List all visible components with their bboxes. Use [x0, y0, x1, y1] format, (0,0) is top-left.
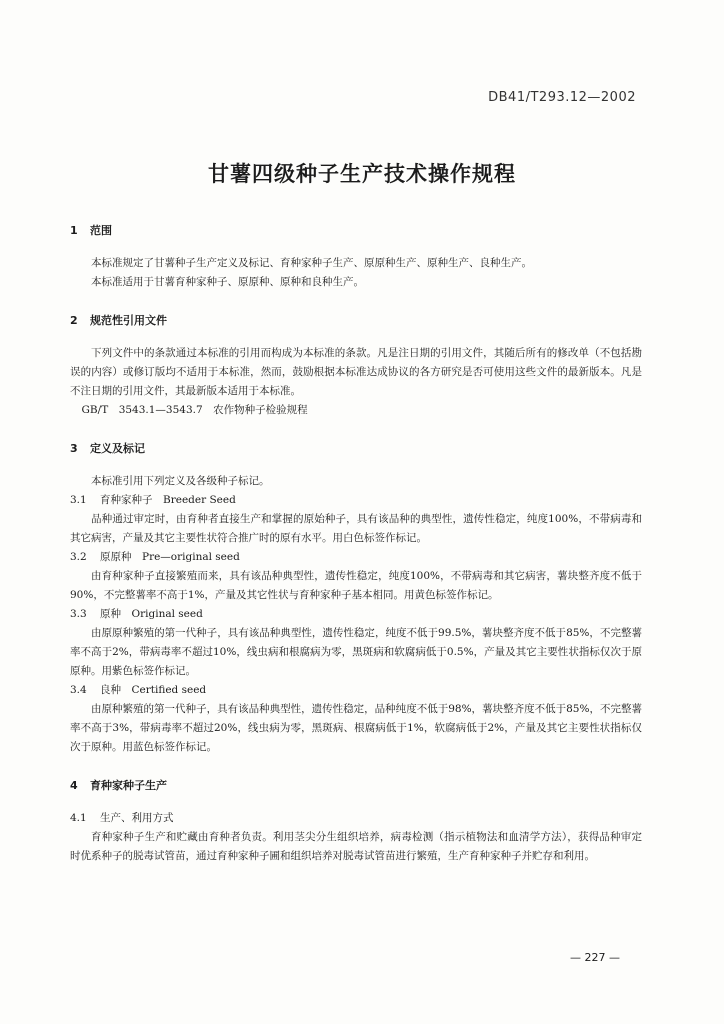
subsection-heading: 4.1 生产、利用方式 [70, 812, 174, 824]
page-number: — 227 — [570, 951, 620, 964]
reference-line: GB/T 3543.1—3543.7 农作物种子检验规程 [81, 404, 308, 416]
section-title: 育种家种子生产 [90, 779, 167, 792]
definition-text: 品种通过审定时，由育种者直接生产和掌握的原始种子，具有该品种的典型性，遗传性稳定，纯度100%，不带病毒和其它病害，产量及其它主要性状符合推广时的原有水平。用白色标签作标记。 [70, 513, 642, 544]
paragraph: 下列文件中的条款通过本标准的引用而构成为本标准的条款。凡是注日期的引用文件，其随后所有的修改单（不包括勘误的内容）或修订版均不适用于本标准，然而，鼓励根据本标准达成协议的各方研究是否可使用这些文件的最新版本。凡是不注日期的引用文件，其最新版本适用于本标准。 [70, 347, 642, 397]
section-1-heading [70, 222, 642, 238]
paragraph: 本标准规定了甘薯种子生产定义及标记、育种家种子生产、原原种生产、原种生产、良种生产。 [91, 257, 532, 269]
definition-text: 由原原种繁殖的第一代种子，具有该品种典型性，遗传性稳定，纯度不低于99.5%，薯块整齐度不低于85%，不完整薯率不高于2%，带病毒率不超过10%，线虫病和根腐病为零，黑斑病和软腐病低于0.5%，产量及其它主要性状指标仅次于原原种。用紫色标签作标记。 [70, 627, 642, 677]
document-title: 甘薯四级种子生产技术操作规程 [208, 161, 516, 186]
section-title: 规范性引用文件 [90, 314, 167, 327]
definition-heading: 3.1 育种家种子 Breeder Seed [70, 494, 236, 506]
section-number: 1 [70, 224, 78, 237]
section-4-heading [70, 777, 642, 793]
section-title: 范围 [90, 224, 112, 237]
section-3-heading [70, 440, 642, 456]
standard-code: DB41/T293.12—2002 [488, 90, 636, 105]
paragraph: 本标准引用下列定义及各级种子标记。 [91, 475, 270, 487]
definition-heading: 3.2 原原种 Pre—original seed [70, 551, 240, 563]
paragraph: 育种家种子生产和贮藏由育种者负责。利用茎尖分生组织培养，病毒检测（指示植物法和血清学方法），获得品种审定时优系种子的脱毒试管苗，通过育种家种子圃和组织培养对脱毒试管苗进行繁殖，生产育种家种子并贮存和利用。 [70, 831, 642, 862]
section-number: 3 [70, 442, 78, 455]
section-number: 4 [70, 779, 78, 792]
definition-text: 由原种繁殖的第一代种子，具有该品种典型性，遗传性稳定，品种纯度不低于98%，薯块整齐度不低于85%，不完整薯率不高于3%，带病毒率不超过20%，线虫病为零，黑斑病、根腐病低于1%，软腐病低于2%，产量及其它主要性状指标仅次于原种。用蓝色标签作标记。 [70, 703, 642, 753]
document-body [70, 222, 642, 866]
definition-heading: 3.3 原种 Original seed [70, 608, 203, 620]
section-number: 2 [70, 314, 78, 327]
definition-text: 由育种家种子直接繁殖而来，具有该品种典型性，遗传性稳定，纯度100%，不带病毒和其它病害，薯块整齐度不低于90%，不完整薯率不高于1%，产量及其它性状与育种家种子基本相同。用黄色标签作标记。 [70, 570, 642, 601]
section-title: 定义及标记 [90, 442, 145, 455]
definition-heading: 3.4 良种 Certified seed [70, 684, 207, 696]
section-2-heading [70, 312, 642, 328]
paragraph: 本标准适用于甘薯育种家种子、原原种、原种和良种生产。 [91, 276, 364, 288]
